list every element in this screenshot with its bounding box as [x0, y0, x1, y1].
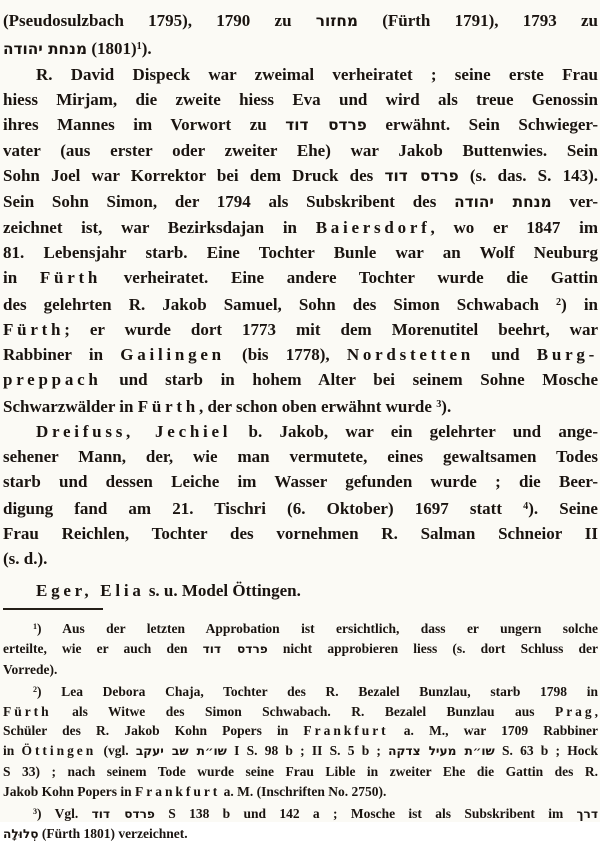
text-line [3, 62, 598, 87]
paragraph [3, 62, 598, 419]
text-line [3, 660, 598, 680]
text-line [3, 342, 598, 367]
text-run: S 138 b und 142 a ; Mosche ist als Subskribent im [154, 805, 577, 821]
text-run: nicht approbieren liess (s. dort Schluss der [267, 641, 598, 657]
text-run: als Witwe des Simon Schwabach. R. Bezalel Bunzlau aus [51, 703, 555, 719]
text-line [3, 578, 598, 603]
text-line [3, 680, 598, 702]
text-run: Schwarzwälder in [3, 397, 138, 417]
text-line [3, 521, 598, 546]
text-line [3, 240, 598, 265]
hebrew-text: מחזור [315, 12, 358, 30]
text-run: (Pseudosulzbach 1795), 1790 zu [3, 11, 316, 30]
text-line [3, 469, 598, 494]
hebrew-text: פרדס דוד [285, 116, 367, 135]
text-line [3, 34, 598, 62]
text-run: und [473, 345, 537, 365]
hebrew-text: שו״ת מעיל צדקה [388, 744, 495, 759]
letterspaced-text: Prag [555, 703, 595, 719]
text-run: Sohn Joel war Korrektor bei dem Druck des [3, 166, 385, 186]
text-run: ) Aus der letzten Approbation ist ersichtlich, dass er ungern solche [37, 621, 598, 637]
text-run: S 33) ; nach seinem Tode wurde seine Frau Lible in zweiter Ehe die Gattin des R. [3, 764, 598, 780]
footnotes-block [3, 617, 598, 845]
text-run: (s. das. S. 143). [458, 166, 598, 186]
text-line [3, 8, 598, 34]
letterspaced-text: Öttingen [21, 743, 97, 759]
text-line [3, 290, 598, 317]
text-run: digung fand am 21. Tischri (6. Oktober) 1697 statt [3, 499, 524, 519]
text-run: Vorrede). [3, 662, 58, 678]
paragraph [3, 680, 598, 802]
text-line [3, 265, 598, 290]
paragraph [3, 419, 598, 571]
text-run: erteilte, wie er auch den [3, 641, 203, 657]
letterspaced-text: Frankfurt [135, 783, 221, 799]
letterspaced-text: Eger, Elia [36, 581, 145, 601]
text-run: , [594, 703, 598, 719]
text-run: ). [441, 397, 452, 417]
text-run: ) Lea Debora Chaja, Tochter des R. Bezalel Bunzlau, starb 1798 in [37, 683, 598, 699]
text-line [3, 721, 598, 741]
text-run: Sein Sohn Simon, der 1794 als Subskribent des [3, 192, 455, 212]
text-run: starb und dessen Leiche im Wasser gefunden wurde ; die Beer- [3, 472, 598, 492]
text-line [3, 163, 598, 189]
hebrew-text: פרדס דוד [384, 167, 459, 186]
text-run: in [3, 743, 22, 759]
text-line [3, 639, 598, 660]
text-run: ) in [561, 295, 598, 315]
text-run: b. Jakob, war ein gelehrter und ange- [231, 422, 598, 442]
paragraph [3, 802, 598, 845]
letterspaced-text: Dreifuss, Jechiel [36, 422, 232, 442]
text-run: a. M. (Inschriften No. 2750). [220, 783, 387, 799]
text-line [3, 87, 598, 112]
text-run: Rabbiner in [3, 345, 121, 365]
main-text-block [3, 8, 598, 603]
text-run: R. David Dispeck war zweimal verheiratet ; seine erste Frau [36, 65, 598, 85]
text-line [3, 762, 598, 782]
text-line [3, 317, 598, 342]
letterspaced-text: preppach [3, 370, 102, 390]
text-run: Frau Reichlen, Tochter des vornehmen R. Salman Schneior II [3, 524, 598, 544]
text-run: , der schon oben erwähnt wurde [198, 397, 437, 417]
text-line [3, 392, 598, 419]
text-run: , wo er 1847 im [430, 218, 598, 238]
text-run: I S. 98 b ; II S. 5 b ; [226, 743, 389, 759]
letterspaced-text: Fürth [39, 268, 102, 288]
letterspaced-text: Burg- [536, 345, 598, 365]
text-run: (vgl. [96, 743, 136, 759]
footnote-separator [3, 608, 103, 610]
letterspaced-text: Fürth [137, 397, 199, 417]
hebrew-text: פרדס דוד [202, 642, 268, 657]
footnote-marker: 3 [33, 806, 38, 816]
text-line [3, 367, 598, 392]
text-line [3, 112, 598, 138]
text-line [3, 419, 598, 444]
text-line [3, 444, 598, 469]
text-run: (Fürth 1801) verzeichnet. [38, 826, 188, 842]
paragraph [3, 578, 598, 603]
text-run: Schüler des R. Jakob Kohn Popers in [3, 723, 304, 739]
footnote-marker: 2 [556, 297, 562, 309]
footnote-marker: 1 [136, 41, 142, 52]
text-run: (bis 1778), [224, 345, 347, 365]
text-run: vater (aus erster oder zweiter Ehe) war Jakob Buttenwies. Sein [3, 141, 598, 161]
text-run: ) Vgl. [37, 805, 92, 821]
text-line [3, 494, 598, 521]
footnote-marker: 1 [33, 622, 38, 632]
text-run: verheiratet. Eine andere Tochter wurde die Gattin [101, 268, 598, 288]
text-run: 81. Lebensjahr starb. Eine Tochter Bunle war an Wolf Neuburg [3, 243, 598, 263]
text-run: S. 63 b ; Hock [494, 743, 598, 759]
text-run: ). [141, 39, 152, 59]
text-run: des gelehrten R. Jakob Samuel, Sohn des Simon Schwabach [3, 295, 557, 315]
text-run: und starb in hohem Alter bei seinem Sohne Mosche [101, 370, 598, 390]
hebrew-text: פרדס דוד [91, 806, 155, 821]
text-run: a. M., war 1709 Rabbiner [388, 723, 598, 739]
letterspaced-text: Frankfurt [303, 723, 389, 739]
paragraph [3, 8, 598, 62]
text-run: in [3, 268, 40, 288]
text-line [3, 824, 598, 845]
text-run: (Fürth 1791), 1793 zu [357, 11, 598, 30]
hebrew-text: מנחת יהודה [3, 40, 88, 59]
text-run: Jakob Kohn Popers in [3, 783, 136, 799]
footnote-marker: 3 [436, 399, 442, 411]
text-line [3, 138, 598, 163]
text-run: (1801) [87, 39, 137, 59]
footnote-marker: 2 [33, 684, 38, 694]
text-run: hiess Mirjam, die zweite hiess Eva und wird als treue Genossin [3, 90, 598, 110]
text-line [3, 189, 598, 215]
text-run: sehener Mann, der, wie man vermutete, eines gewaltsamen Todes [3, 447, 598, 467]
text-run: ihres Mannes im Vorwort zu [3, 115, 286, 135]
text-line [3, 702, 598, 722]
text-run: ; er wurde dort 1773 mit dem Morenutitel beehrt, war [64, 320, 598, 340]
text-line [3, 782, 598, 802]
letterspaced-text: Fürth [3, 320, 65, 340]
text-line [3, 215, 598, 240]
text-line [3, 802, 598, 825]
letterspaced-text: Nordstetten [346, 345, 474, 365]
letterspaced-text: Fürth [3, 703, 52, 719]
letterspaced-text: Baiersdorf [315, 218, 431, 238]
hebrew-text: סְלוּלָה [3, 827, 39, 842]
hebrew-text: דרך [576, 806, 598, 821]
footnote-marker: 4 [523, 501, 529, 513]
paragraph [3, 617, 598, 679]
letterspaced-text: Gailingen [120, 345, 225, 365]
text-run: ). Seine [528, 499, 598, 519]
text-run: erwähnt. Sein Schwieger- [366, 115, 598, 135]
text-run: ver- [551, 192, 598, 212]
text-run: zeichnet ist, war Bezirksdajan in [3, 218, 316, 238]
hebrew-text: שו״ת שב יעקב [135, 744, 227, 759]
text-line [3, 546, 598, 571]
text-run: (s. d.). [3, 549, 48, 569]
text-run: s. u. Model Öttingen. [144, 581, 301, 601]
text-line [3, 617, 598, 639]
text-line [3, 741, 598, 762]
hebrew-text: מנחת יהודה [454, 193, 552, 212]
